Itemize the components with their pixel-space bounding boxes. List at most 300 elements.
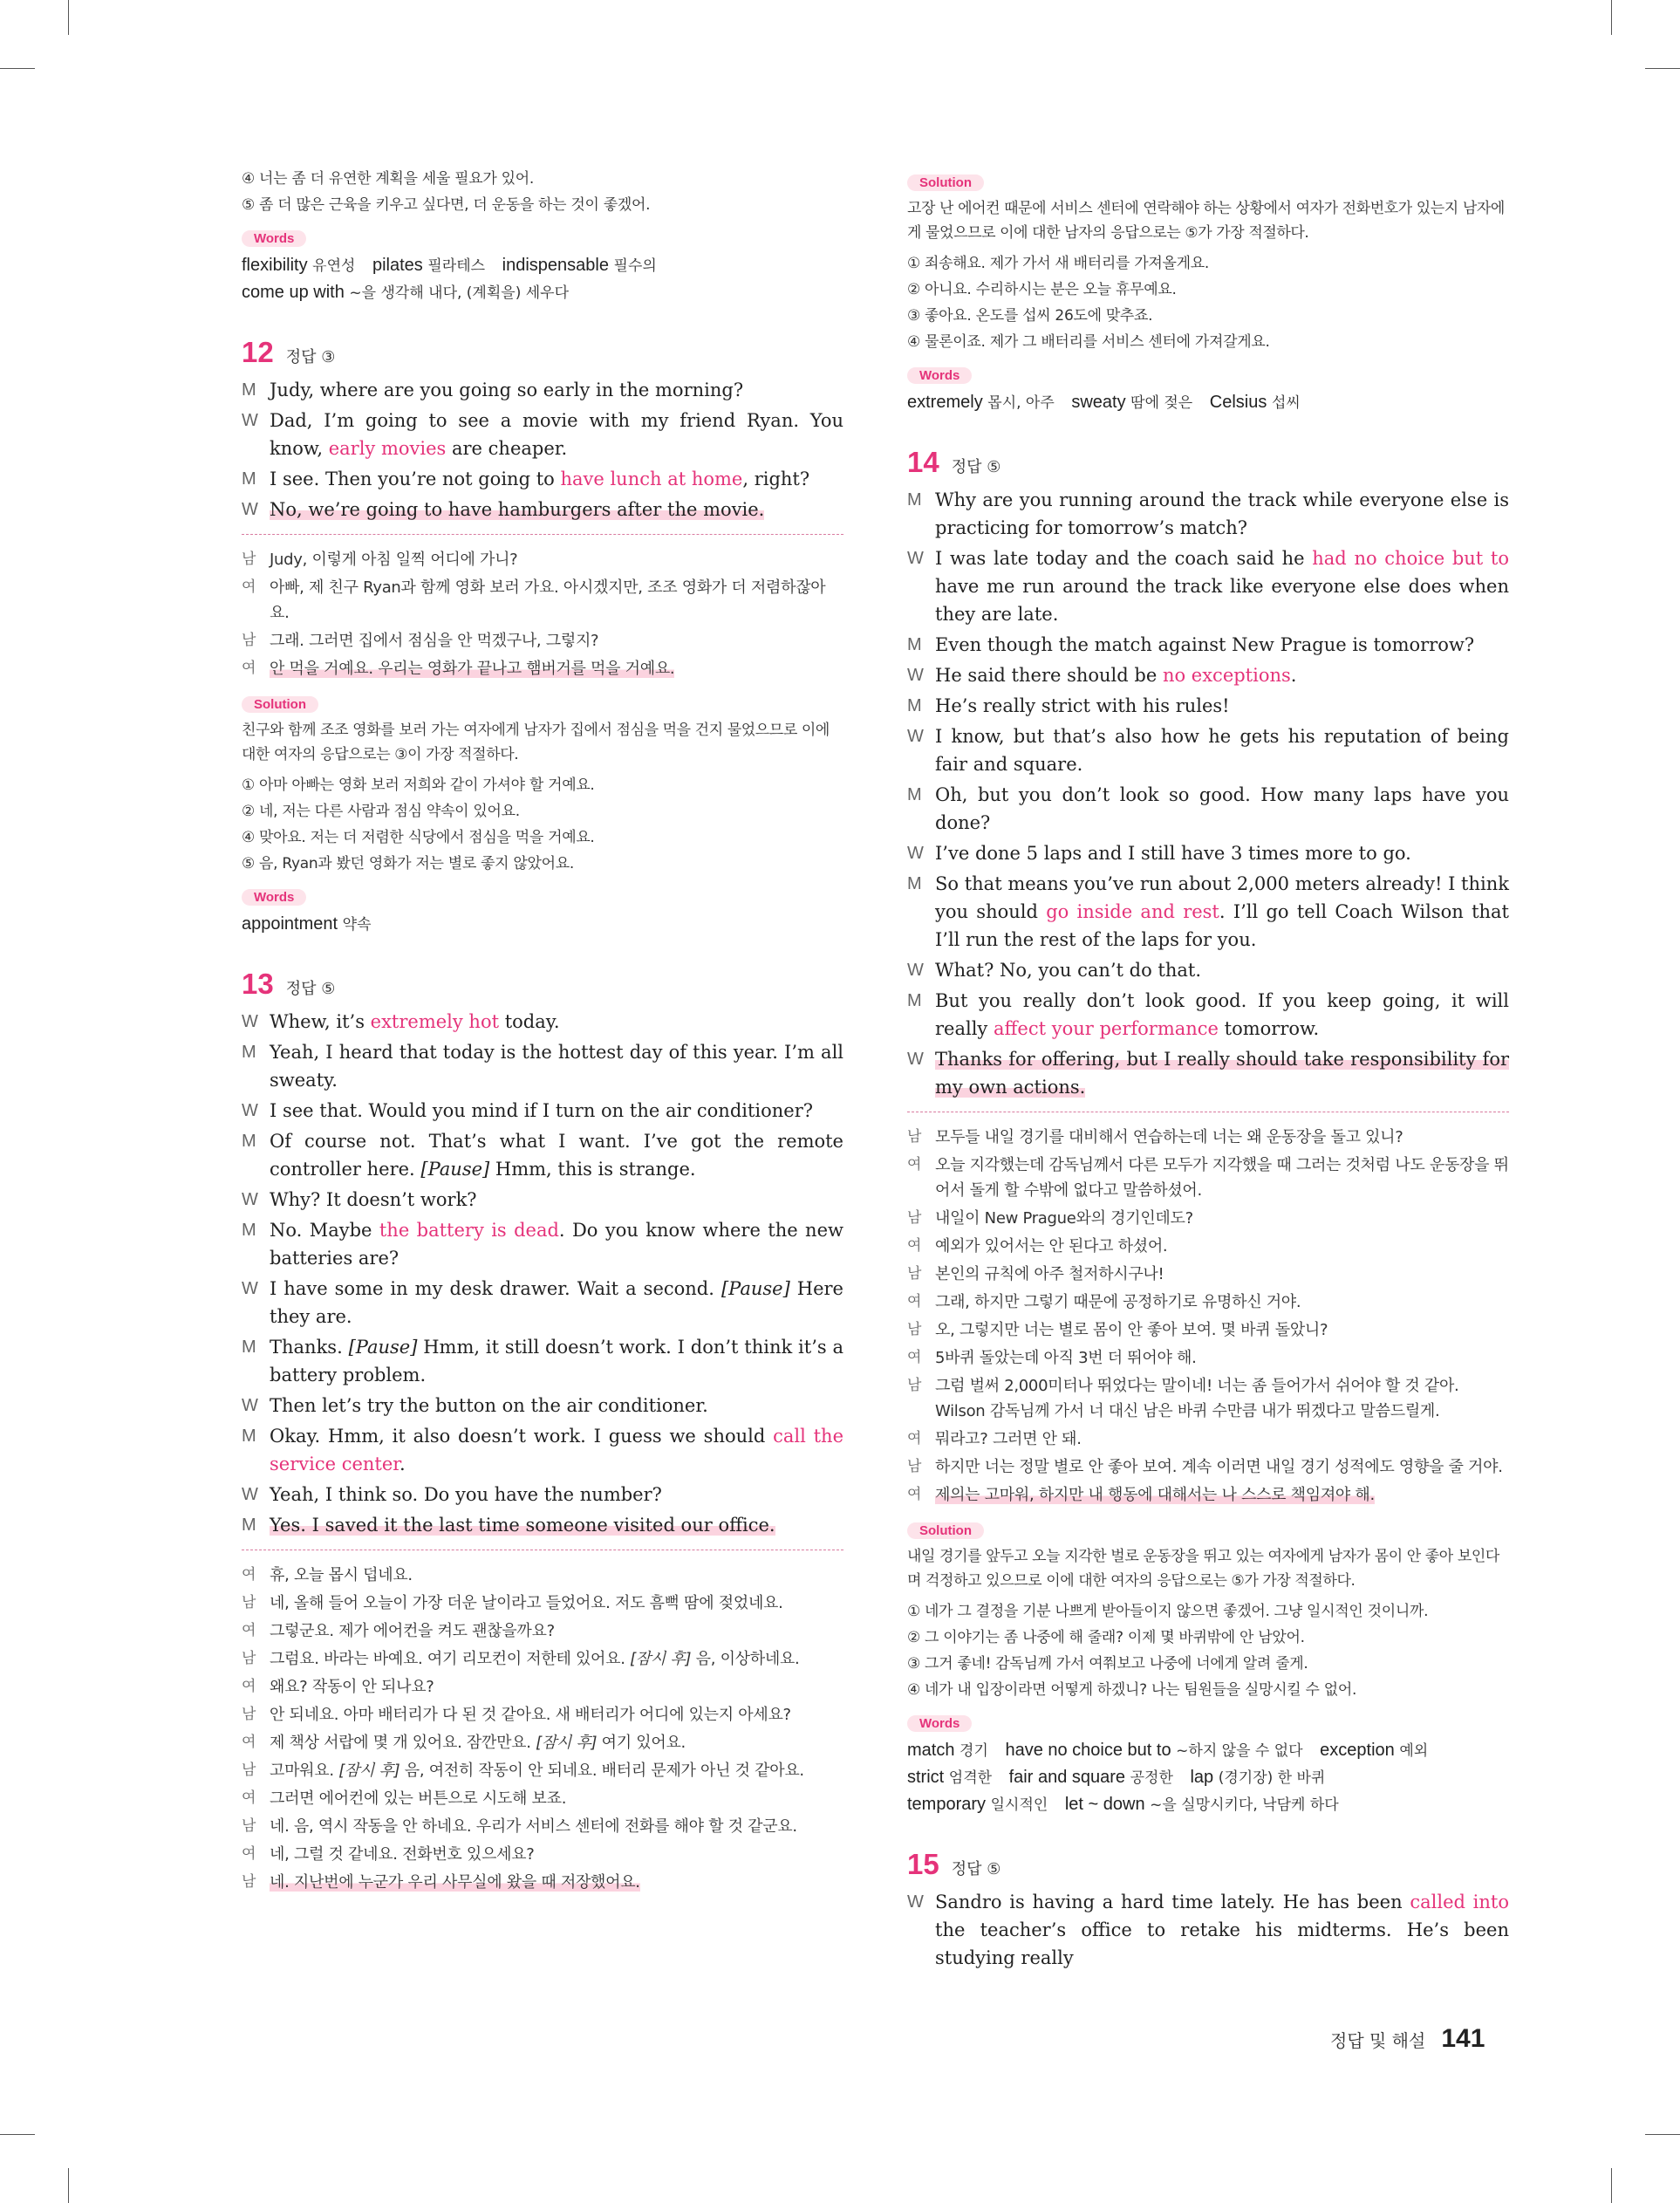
line-segment: call the service center (270, 1426, 843, 1474)
translation-line (907, 1317, 1509, 1343)
word-meaning: ~을 실망시키다, 낙담케 하다 (1150, 1796, 1339, 1814)
dialogue-line (242, 1127, 843, 1183)
line-text (935, 486, 1509, 542)
dialogue-line (242, 1422, 843, 1478)
line-text (935, 722, 1509, 778)
question-13 (242, 968, 843, 1895)
answer-option: ① 네가 그 결정을 기분 나쁘게 받아들이지 않으면 좋겠어. 그냥 일시적인 것이니까. (907, 1603, 1429, 1620)
dialogue (907, 486, 1509, 1101)
line-segment: Why are you running around the track while everyone else is practicing for tomorrow’s match? (935, 489, 1509, 538)
speaker-label: 여 (242, 1566, 256, 1584)
speaker-label: W (907, 961, 924, 980)
words-row (907, 1764, 1509, 1791)
translation-line (242, 1842, 843, 1867)
line-segment: extremely hot (370, 1011, 500, 1032)
line-text (935, 544, 1509, 628)
line-segment: 휴, 오늘 몹시 덥네요. (270, 1566, 413, 1584)
speaker-label: 여 (242, 1678, 256, 1695)
speaker-label: 여 (242, 1734, 256, 1751)
line-segment: Whew, it’s (270, 1011, 371, 1032)
dialogue-line (242, 1216, 843, 1272)
speaker-label: W (242, 1485, 258, 1504)
line-segment: I see. Then you’re not going to (270, 469, 561, 489)
question-12 (242, 336, 843, 938)
translation-line (907, 1262, 1509, 1287)
line-segment: No. Maybe (270, 1220, 379, 1241)
speaker-label: 여 (907, 1156, 922, 1173)
line-text (935, 1045, 1509, 1101)
dialogue-line (242, 496, 843, 523)
word-meaning: 엄격한 (948, 1769, 993, 1787)
line-segment: called into (1410, 1892, 1509, 1912)
solution-text: 친구와 함께 조조 영화를 보러 가는 여자에게 남자가 집에서 점심을 먹을 건지 물었으므로 이에 대한 여자의 응답으로는 ③이 가장 적절하다. (242, 722, 830, 763)
dialogue-line (242, 1008, 843, 1036)
line-text (935, 1317, 1509, 1343)
answer-options (907, 1598, 1509, 1703)
speaker-label: 남 (242, 1873, 256, 1891)
speaker-label: M (242, 380, 256, 400)
line-segment: [Pause] (420, 1159, 490, 1180)
line-text (270, 465, 843, 493)
word-term: temporary (907, 1795, 987, 1814)
line-text (270, 628, 843, 653)
line-text (270, 1097, 843, 1125)
question-number: 12 (242, 336, 274, 368)
dialogue-line (242, 1481, 843, 1509)
line-segment: Hmm, this is strange. (489, 1159, 696, 1180)
line-text (270, 1038, 843, 1094)
translation-line (242, 1674, 843, 1700)
answer-key: 정답 ⑤ (285, 980, 336, 998)
line-segment: 오, 그렇지만 너는 별로 몸이 안 좋아 보여. 몇 바퀴 돌았니? (935, 1321, 1328, 1339)
dialogue-line (907, 987, 1509, 1043)
line-segment: are cheaper. (446, 438, 568, 459)
speaker-label: W (242, 1190, 258, 1209)
translation-line (242, 1563, 843, 1588)
speaker-label: 남 (242, 632, 256, 649)
translation (242, 1563, 843, 1895)
line-segment: I have some in my desk drawer. Wait a second. (270, 1278, 721, 1299)
line-text (270, 1786, 843, 1811)
line-segment: 본인의 규칙에 아주 철저하시구나! (935, 1265, 1164, 1283)
dialogue (242, 376, 843, 523)
line-segment: 여기 있어요. (597, 1734, 686, 1752)
dialogue-line (242, 1097, 843, 1125)
speaker-label: 여 (242, 1845, 256, 1863)
dialogue-line (242, 1392, 843, 1420)
speaker-label: W (242, 1101, 258, 1120)
line-text (270, 496, 843, 523)
words-list (242, 911, 843, 938)
question-number: 15 (907, 1848, 939, 1880)
speaker-label: 남 (907, 1128, 922, 1146)
word-term: exception (1320, 1741, 1395, 1760)
translation-line (242, 656, 843, 681)
line-text (270, 1481, 843, 1509)
line-segment: I know, but that’s also how he gets his reputation of being fair and square. (935, 726, 1509, 775)
speaker-label: W (907, 727, 924, 746)
speaker-label: W (242, 411, 258, 430)
speaker-label: 여 (907, 1237, 922, 1255)
line-segment: 그럼 벌써 2,000미터나 뛰었다는 말이네! 너는 좀 들어가서 쉬어야 할 것 같아. Wilson 감독님께 가서 너 대신 남은 바퀴 수만큼 내가 뛰겠다고 말씀드릴게. (935, 1377, 1459, 1420)
question-15 (907, 1848, 1509, 1972)
word-term: Celsius (1209, 393, 1267, 412)
line-segment: . (1290, 665, 1297, 686)
speaker-label: W (907, 1050, 924, 1069)
word-meaning: 필라테스 (427, 257, 486, 275)
solution-label: Solution (242, 696, 318, 713)
answer-key: 정답 ⑤ (951, 458, 1001, 476)
line-text (270, 1392, 843, 1420)
dialogue-line (907, 544, 1509, 628)
line-segment: Of course not. That’s what I want. I’ve got the remote controller here. (270, 1131, 843, 1180)
line-text (935, 1482, 1509, 1508)
dialogue-line (907, 692, 1509, 720)
crop-mark (1611, 2168, 1612, 2203)
words-list (907, 389, 1509, 416)
page-footer (1330, 2024, 1485, 2054)
line-text (270, 1216, 843, 1272)
line-segment: 예외가 있어서는 안 된다고 하셨어. (935, 1237, 1168, 1255)
line-segment: 네. 음, 역시 작동을 안 하네요. 우리가 서비스 센터에 전화를 해야 할 것 같군요. (270, 1817, 797, 1836)
translation-line (242, 628, 843, 653)
speaker-label: W (242, 1279, 258, 1298)
line-text (270, 407, 843, 462)
words-label: Words (907, 1715, 972, 1732)
words-label: Words (242, 889, 306, 906)
answer-option: ④ 네가 내 입장이라면 어떻게 하겠니? 나는 팀원들을 실망시킬 수 없어. (907, 1681, 1357, 1699)
speaker-label: 남 (242, 1706, 256, 1723)
line-segment: the teacher’s office to retake his midterms. He’s been studying really (935, 1919, 1509, 1968)
line-text (935, 781, 1509, 837)
line-segment: 네, 올해 들어 오늘이 가장 더운 날이라고 들었어요. 저도 흠뻑 땀에 젖었네요. (270, 1594, 783, 1612)
speaker-label: M (907, 785, 922, 804)
dialogue-line (907, 956, 1509, 984)
dialogue (907, 1888, 1509, 1972)
line-text (270, 1333, 843, 1389)
dialogue-line (242, 376, 843, 404)
word-term: indispensable (502, 256, 609, 275)
speaker-label: W (907, 666, 924, 685)
speaker-label: 남 (907, 1377, 922, 1394)
line-text (935, 1125, 1509, 1150)
line-text (270, 1702, 843, 1728)
line-segment: 그렇군요. 제가 에어컨을 켜도 괜찮을까요? (270, 1622, 555, 1640)
question-number: 13 (242, 968, 274, 1000)
word-term: have no choice but to (1005, 1741, 1171, 1760)
speaker-label: 여 (242, 578, 256, 596)
line-text (935, 956, 1509, 984)
dialogue (242, 1008, 843, 1539)
words-label: Words (907, 367, 972, 384)
solution-label: Solution (907, 174, 984, 191)
line-segment: affect your performance (993, 1018, 1219, 1039)
line-segment: 아빠, 제 친구 Ryan과 함께 영화 보러 가요. 아시겠지만, 조조 영화가 더 저렴하잖아요. (270, 578, 826, 622)
line-segment: I see that. Would you mind if I turn on the air conditioner? (270, 1100, 814, 1121)
crop-mark (0, 68, 35, 69)
answer-option: ① 아마 아빠는 영화 보러 저희와 같이 가셔야 할 거예요. (242, 777, 595, 794)
speaker-label: W (242, 1012, 258, 1031)
dialogue-line (907, 1888, 1509, 1972)
question-header (242, 968, 843, 1001)
answer-key: 정답 ③ (285, 348, 336, 366)
word-term: let ~ down (1064, 1795, 1145, 1814)
line-text (935, 1888, 1509, 1972)
words-list (242, 252, 843, 306)
words-row (242, 911, 843, 938)
translation-line (242, 1730, 843, 1755)
line-text (935, 1454, 1509, 1480)
translation-line (907, 1454, 1509, 1480)
translation-line (242, 547, 843, 572)
words-row (242, 279, 843, 306)
dialogue-line (907, 870, 1509, 954)
translation-line (907, 1345, 1509, 1371)
line-text (935, 987, 1509, 1043)
line-segment: [잠시 후] (338, 1762, 400, 1780)
line-segment: 안 먹을 거예요. 우리는 영화가 끝나고 햄버거를 먹을 거예요. (270, 660, 675, 678)
speaker-label: M (907, 991, 922, 1010)
line-segment: . I’ll go tell Coach Wilson that I’ll run the rest of the laps for you. (935, 901, 1509, 950)
answer-option: ② 그 이야기는 좀 나중에 해 줄래? 이제 몇 바퀴밖에 안 남았어. (907, 1629, 1305, 1646)
speaker-label: 여 (242, 1622, 256, 1639)
line-segment: I was late today and the coach said he (935, 548, 1313, 569)
speaker-label: W (242, 500, 258, 519)
word-term: pilates (372, 256, 423, 275)
crop-mark (0, 2134, 35, 2135)
answer-key: 정답 ⑤ (951, 1860, 1001, 1878)
word-term: match (907, 1741, 955, 1760)
line-text (270, 1008, 843, 1036)
word-term: come up with (242, 283, 345, 302)
word-meaning: 약속 (342, 916, 372, 934)
line-text (935, 661, 1509, 689)
crop-mark (68, 0, 69, 35)
dialogue-line (907, 839, 1509, 867)
speaker-label: 여 (242, 1789, 256, 1807)
speaker-label: W (907, 844, 924, 863)
question-number: 14 (907, 446, 939, 478)
speaker-label: M (242, 469, 256, 489)
line-text (935, 839, 1509, 867)
line-segment: Here they are. (270, 1278, 843, 1327)
translation-line (907, 1373, 1509, 1424)
line-text (270, 1730, 843, 1755)
line-segment: Even though the match against New Prague is tomorrow? (935, 634, 1475, 655)
line-text (270, 1842, 843, 1867)
line-text (935, 1234, 1509, 1259)
translation-line (907, 1482, 1509, 1508)
line-text (270, 376, 843, 404)
line-text (270, 1870, 843, 1895)
line-segment: 고마워요. (270, 1762, 339, 1780)
line-segment: 그럼요. 바라는 바예요. 여기 리모컨이 저한테 있어요. (270, 1650, 631, 1668)
left-column (242, 166, 843, 1898)
speaker-label: 여 (907, 1293, 922, 1310)
answer-option: ③ 좋아요. 온도를 섭씨 26도에 맞추죠. (907, 307, 1153, 325)
dashed-divider (242, 534, 843, 535)
line-segment: no exceptions (1162, 665, 1291, 686)
line-segment: 안 되네요. 아마 배터리가 다 된 것 같아요. 새 배터리가 어디에 있는지 아세요? (270, 1706, 791, 1724)
line-text (935, 692, 1509, 720)
line-segment: 하지만 너는 정말 별로 안 좋아 보여. 계속 이러면 내일 경기 성적에도 영향을 줄 거야. (935, 1458, 1503, 1476)
answer-option: ⑤ 좀 더 많은 근육을 키우고 싶다면, 더 운동을 하는 것이 좋겠어. (242, 196, 651, 214)
line-segment: What? No, you can’t do that. (935, 960, 1202, 981)
answer-option: ⑤ 음, Ryan과 봤던 영화가 저는 별로 좋지 않았어요. (242, 855, 574, 872)
translation-line (242, 1870, 843, 1895)
line-segment: Thanks. (270, 1337, 349, 1358)
dialogue-line (907, 722, 1509, 778)
word-term: flexibility (242, 256, 308, 275)
crop-mark (1611, 0, 1612, 35)
line-segment: 오늘 지각했는데 감독님께서 다른 모두가 지각했을 때 그러는 것처럼 나도 운동장을 뛰어서 돌게 할 수밖에 없다고 말씀하셨어. (935, 1156, 1509, 1200)
word-term: appointment (242, 914, 338, 934)
speaker-label: W (242, 1396, 258, 1415)
word-term: strict (907, 1768, 945, 1787)
line-text (935, 1206, 1509, 1231)
word-meaning: ~을 생각해 내다, (계획을) 세우다 (349, 284, 569, 302)
word-meaning: 예외 (1399, 1742, 1429, 1760)
translation-line (242, 1758, 843, 1783)
line-segment: 뭐라고? 그러면 안 돼. (935, 1430, 1082, 1448)
question-14 (907, 446, 1509, 1818)
dialogue-line (242, 1186, 843, 1214)
words-section (242, 218, 843, 306)
word-meaning: 섭씨 (1271, 394, 1301, 412)
line-segment: today. (499, 1011, 560, 1032)
speaker-label: M (907, 696, 922, 715)
translation (907, 1125, 1509, 1508)
line-segment: [Pause] (348, 1337, 418, 1358)
line-text (270, 1511, 843, 1539)
line-segment: 음, 이상하네요. (691, 1650, 800, 1668)
line-text (935, 631, 1509, 659)
line-text (270, 1758, 843, 1783)
answer-option: ② 네, 저는 다른 사람과 점심 약속이 있어요. (242, 803, 520, 820)
words-label: Words (242, 230, 306, 247)
words-list (907, 1737, 1509, 1818)
dialogue-line (242, 1511, 843, 1539)
word-meaning: 몹시, 아주 (987, 394, 1055, 412)
line-segment: the battery is dead (379, 1220, 559, 1241)
words-row (907, 1791, 1509, 1818)
line-segment: have lunch at home (560, 469, 743, 489)
speaker-label: 여 (907, 1486, 922, 1503)
line-segment: 5바퀴 돌았는데 아직 3번 더 뛰어야 해. (935, 1349, 1197, 1367)
answer-options (242, 772, 843, 877)
line-segment: early movies (328, 438, 447, 459)
dialogue-line (242, 1275, 843, 1331)
dialogue-line (907, 1045, 1509, 1101)
speaker-label: 남 (907, 1321, 922, 1338)
translation-line (907, 1153, 1509, 1203)
line-segment: No, we’re going to have hamburgers after the movie. (270, 499, 765, 520)
translation-line (907, 1125, 1509, 1150)
line-text (935, 870, 1509, 954)
line-segment: Oh, but you don’t look so good. How many laps have you done? (935, 784, 1509, 833)
translation-line (907, 1206, 1509, 1231)
crop-mark (68, 2168, 69, 2203)
translation-line (242, 1814, 843, 1839)
dialogue-line (242, 465, 843, 493)
translation-line (907, 1290, 1509, 1315)
speaker-label: 남 (907, 1265, 922, 1283)
speaker-label: M (242, 1515, 256, 1535)
dialogue-line (907, 631, 1509, 659)
word-meaning: 공정한 (1130, 1769, 1173, 1787)
crop-mark (1645, 2134, 1680, 2135)
answer-options (907, 250, 1509, 355)
word-term: extremely (907, 393, 983, 412)
speaker-label: 남 (242, 1650, 256, 1667)
line-text (270, 1674, 843, 1700)
word-meaning: (경기장) 한 바퀴 (1218, 1769, 1326, 1787)
speaker-label: 여 (242, 660, 256, 677)
speaker-label: 남 (907, 1458, 922, 1475)
line-text (270, 1422, 843, 1478)
translation-line (242, 1702, 843, 1728)
line-segment: 그래, 하지만 그렇기 때문에 공정하기로 유명하신 거야. (935, 1293, 1301, 1311)
page-number: 141 (1441, 2024, 1485, 2053)
line-text (270, 547, 843, 572)
speaker-label: M (907, 874, 922, 893)
line-segment: 제의는 고마워, 하지만 내 행동에 대해서는 나 스스로 책임져야 해. (935, 1486, 1375, 1504)
line-segment: have me run around the track like everyone else does when they are late. (935, 576, 1509, 625)
translation (242, 547, 843, 681)
line-segment: Yeah, I heard that today is the hottest day of this year. I’m all sweaty. (270, 1042, 843, 1091)
speaker-label: M (907, 490, 922, 510)
line-segment: tomorrow. (1218, 1018, 1320, 1039)
speaker-label: M (242, 1221, 256, 1240)
speaker-label: 여 (907, 1430, 922, 1447)
crop-mark (1645, 68, 1680, 69)
line-segment: Judy, where are you going so early in the morning? (270, 380, 744, 400)
line-segment: go inside and rest (1046, 901, 1219, 922)
answer-option: ③ 그거 좋네! 감독님께 가서 여쭤보고 나중에 너에게 알려 줄게. (907, 1655, 1308, 1673)
word-meaning: ~하지 않을 수 없다 (1176, 1742, 1303, 1760)
dialogue-line (907, 781, 1509, 837)
line-text (270, 656, 843, 681)
translation-line (907, 1426, 1509, 1452)
line-text (270, 575, 843, 626)
speaker-label: 남 (242, 1817, 256, 1835)
speaker-label: 여 (907, 1349, 922, 1366)
line-segment: . (400, 1454, 406, 1474)
line-segment: 네. 지난번에 누군가 우리 사무실에 왔을 때 저장했어요. (270, 1873, 640, 1892)
word-meaning: 땀에 젖은 (1130, 394, 1193, 412)
line-segment: Dad, I’m going to see a movie with my friend Ryan. You know, (270, 410, 843, 459)
line-segment: Yeah, I think so. Do you have the number? (270, 1484, 662, 1505)
line-segment: had no choice but to (1312, 548, 1509, 569)
line-text (935, 1153, 1509, 1203)
word-meaning: 필수의 (613, 257, 657, 275)
word-term: sweaty (1071, 393, 1126, 412)
speaker-label: M (242, 1338, 256, 1357)
speaker-label: M (242, 1132, 256, 1151)
dialogue-line (242, 1038, 843, 1094)
line-text (935, 1262, 1509, 1287)
line-segment: Okay. Hmm, it also doesn’t work. I guess we should (270, 1426, 774, 1447)
solution-text: 고장 난 에어컨 때문에 서비스 센터에 연락해야 하는 상황에서 여자가 전화번호가 있는지 남자에게 물었으므로 이에 대한 남자의 응답으로는 ⑤가 가장 적절하다. (907, 200, 1505, 242)
line-text (935, 1373, 1509, 1424)
dialogue-line (242, 407, 843, 462)
speaker-label: 남 (242, 551, 256, 568)
line-segment: [Pause] (720, 1278, 790, 1299)
speaker-label: 남 (907, 1209, 922, 1227)
line-segment: 그래. 그러면 집에서 점심을 안 먹겠구나, 그렇지? (270, 632, 599, 650)
line-text (270, 1127, 843, 1183)
word-meaning: 유연성 (312, 257, 356, 275)
